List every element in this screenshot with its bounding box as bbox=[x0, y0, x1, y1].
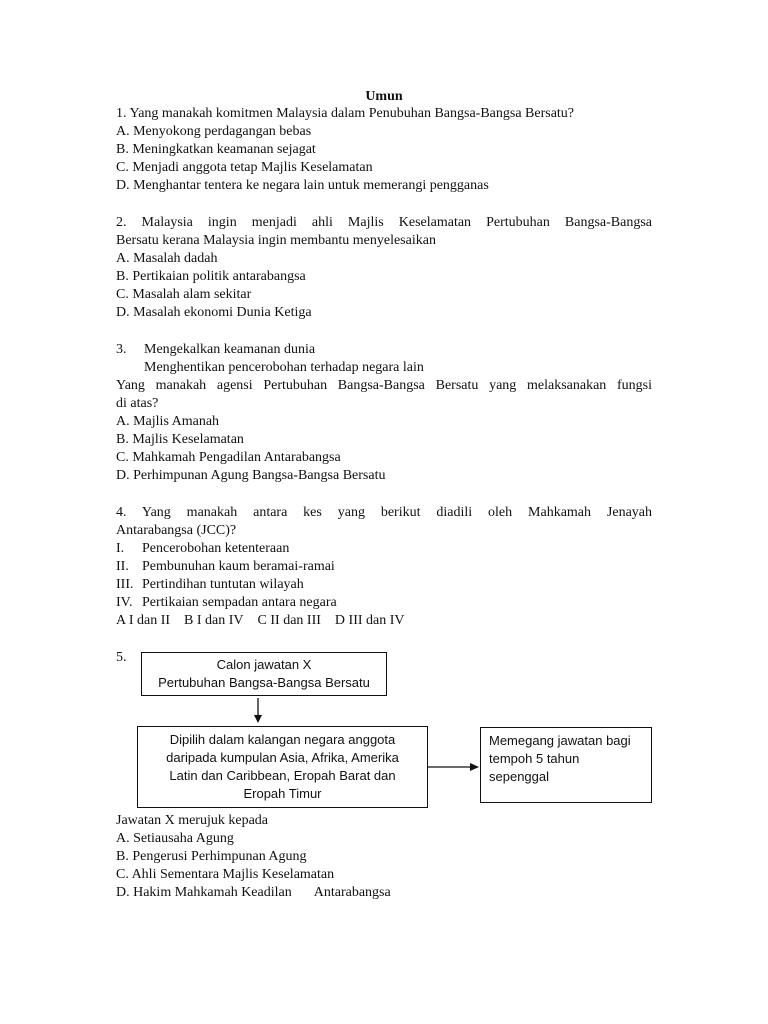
q3-option-b: B. Majlis Keselamatan bbox=[116, 432, 244, 447]
flow-box-middle-line: Dipilih dalam kalangan negara anggota bbox=[169, 732, 396, 747]
page-title: Umun bbox=[365, 89, 403, 104]
q4-item-text: Pertikaian sempadan antara negara bbox=[142, 595, 337, 610]
q2-stem-line1: 2. Malaysia ingin menjadi ahli Majlis Keselamatan Pertubuhan Bangsa-Bangsa bbox=[116, 215, 652, 230]
right-arrow-icon bbox=[428, 760, 480, 774]
q4-item-iv bbox=[116, 594, 337, 612]
q4-answer-d: D III dan IV bbox=[334, 613, 405, 628]
q5-option-a: A. Setiausaha Agung bbox=[116, 831, 234, 846]
flow-box-middle-line: Eropah Timur bbox=[243, 786, 322, 801]
roman-numeral: I. bbox=[116, 541, 125, 556]
q4-item-text: Pembunuhan kaum beramai-ramai bbox=[142, 559, 335, 574]
q2-option-b: B. Pertikaian politik antarabangsa bbox=[116, 269, 306, 284]
q4-item-iii bbox=[116, 576, 304, 594]
flow-box-right bbox=[480, 727, 652, 803]
q5-option-d-part1: D. Hakim Mahkamah Keadilan bbox=[116, 885, 292, 900]
q3-item2: Menghentikan pencerobohan terhadap negara lain bbox=[144, 360, 424, 375]
q3-option-a: A. Majlis Amanah bbox=[116, 414, 220, 429]
q4-answer-c: C II dan III bbox=[257, 613, 321, 628]
q4-stem-line2: Antarabangsa (JCC)? bbox=[116, 523, 237, 538]
down-arrow-icon bbox=[250, 696, 266, 726]
q1-option-d: D. Menghantar tentera ke negara lain untuk memerangi pengganas bbox=[116, 178, 489, 193]
q3-option-d: D. Perhimpunan Agung Bangsa-Bangsa Bersatu bbox=[116, 468, 386, 483]
q5-option-b: B. Pengerusi Perhimpunan Agung bbox=[116, 849, 307, 864]
q2-option-a: A. Masalah dadah bbox=[116, 251, 218, 266]
q1-stem: 1. Yang manakah komitmen Malaysia dalam Penubuhan Bangsa-Bangsa Bersatu? bbox=[116, 106, 575, 121]
q2-option-d: D. Masalah ekonomi Dunia Ketiga bbox=[116, 305, 312, 320]
flow-box-middle-line: daripada kumpulan Asia, Afrika, Amerika bbox=[166, 750, 399, 765]
q4-item-i bbox=[116, 540, 289, 558]
flow-box-top-line2: Pertubuhan Bangsa-Bangsa Bersatu bbox=[158, 675, 370, 690]
q3-number: 3. bbox=[116, 342, 127, 357]
roman-numeral: IV. bbox=[116, 595, 133, 610]
q2-stem-line2: Bersatu kerana Malaysia ingin membantu menyelesaikan bbox=[116, 233, 436, 248]
q2-option-c: C. Masalah alam sekitar bbox=[116, 287, 252, 302]
q4-answer-row bbox=[116, 612, 405, 630]
q5-stem: Jawatan X merujuk kepada bbox=[116, 813, 268, 828]
q5-option-d bbox=[116, 884, 391, 902]
q4-item-text: Pencerobohan ketenteraan bbox=[142, 541, 290, 556]
q4-answer-a: A I dan II bbox=[116, 613, 171, 628]
flow-box-middle-line: Latin dan Caribbean, Eropah Barat dan bbox=[169, 768, 396, 783]
q4-item-text: Pertindihan tuntutan wilayah bbox=[142, 577, 304, 592]
q4-item-ii bbox=[116, 558, 335, 576]
q4-stem-line1: 4. Yang manakah antara kes yang berikut diadili oleh Mahkamah Jenayah bbox=[116, 505, 652, 520]
q4-answer-b: B I dan IV bbox=[184, 613, 244, 628]
flow-box-right-line: tempoh 5 tahun bbox=[489, 751, 580, 766]
flow-box-right-line: sepenggal bbox=[489, 769, 549, 784]
q3-item2-row bbox=[116, 359, 424, 377]
flow-box-top-line1: Calon jawatan X bbox=[216, 657, 312, 672]
flow-box-top bbox=[141, 652, 387, 696]
q3-item1: Mengekalkan keamanan dunia bbox=[144, 342, 316, 357]
q3-stem-line2: di atas? bbox=[116, 396, 159, 411]
q5-option-c: C. Ahli Sementara Majlis Keselamatan bbox=[116, 867, 335, 882]
roman-numeral: II. bbox=[116, 559, 129, 574]
q5-option-d-part2: Antarabangsa bbox=[313, 885, 391, 900]
flow-box-middle bbox=[137, 726, 428, 808]
roman-numeral: III. bbox=[116, 577, 134, 592]
q3-stem-line1: Yang manakah agensi Pertubuhan Bangsa-Bangsa Bersatu yang melaksanakan fungsi bbox=[116, 378, 652, 393]
q1-option-b: B. Meningkatkan keamanan sejagat bbox=[116, 142, 316, 157]
flow-box-right-line: Memegang jawatan bagi bbox=[489, 733, 631, 748]
q1-option-a: A. Menyokong perdagangan bebas bbox=[116, 124, 312, 139]
q5-number: 5. bbox=[116, 650, 127, 665]
q3-option-c: C. Mahkamah Pengadilan Antarabangsa bbox=[116, 450, 341, 465]
q3-item1-row bbox=[116, 341, 315, 359]
q1-option-c: C. Menjadi anggota tetap Majlis Keselamatan bbox=[116, 160, 373, 175]
